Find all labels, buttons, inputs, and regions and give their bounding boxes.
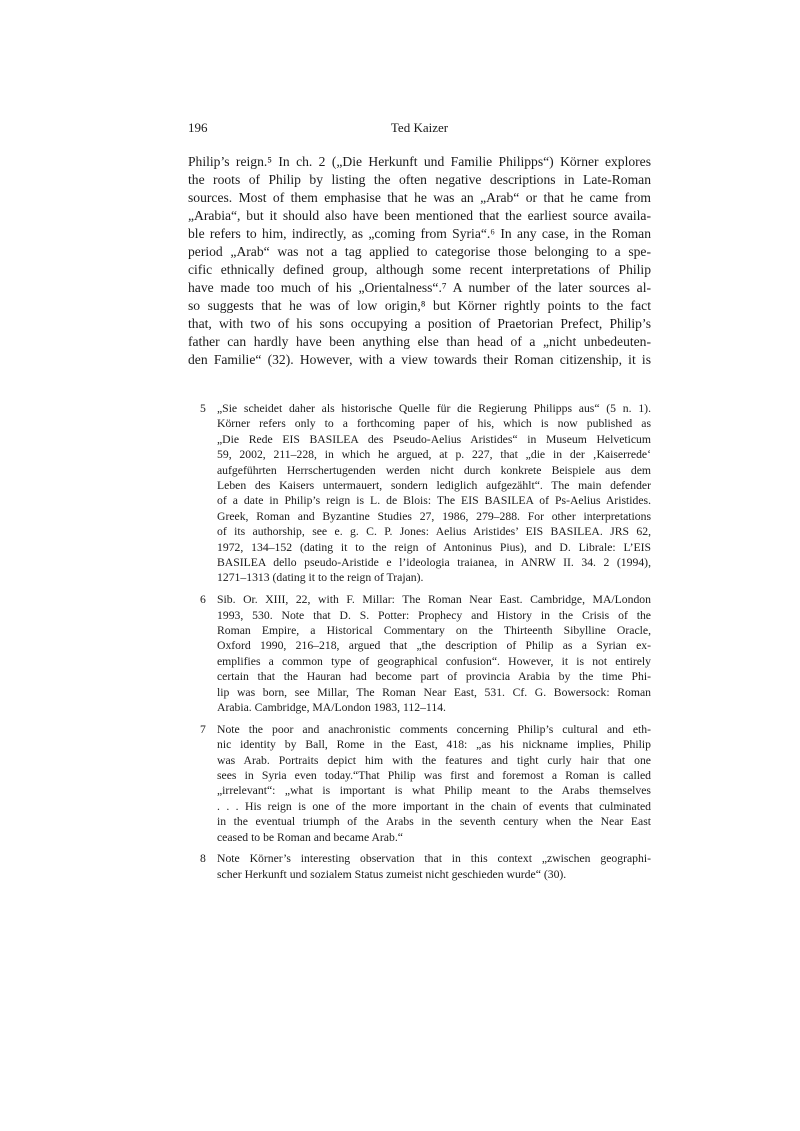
footnote-line: was Arab. Portraits depict him with the features and tight curly hair that one [217,753,651,767]
footnote-line: aufgeführten Herrschertugenden werden nicht durch konkrete Beispiele aus dem [217,463,651,477]
footnote-number: 8 [200,852,206,866]
footnote-line: ceased to be Roman and became Arab.“ [217,830,403,844]
footnote-line: of a date in Philip’s reign is L. de Blois: The EIS BASILEA of Ps-Aelius Aristides. [217,494,651,508]
footnote-number: 5 [200,402,206,415]
body-line: father can hardly have been anything else than head of a „nicht unbedeuten- [188,334,651,349]
body-line: so suggests that he was of low origin,⁸ but Körner rightly points to the fact [188,298,651,313]
footnote-number: 7 [200,722,206,736]
footnote-5 [200,401,651,586]
footnote-6 [200,592,651,715]
body-line: that, with two of his sons occupying a position of Praetorian Prefect, Philip’s [188,316,651,331]
footnote-line: emplifies a common type of geographical confusion“. However, it is not entirely [217,654,651,668]
footnote-line: BASILEA dello pseudo-Aristide e l’ideologia traianea, in ANRW II. 34. 2 (1994), [217,555,651,569]
footnote-number: 6 [200,593,206,607]
footnote-line: 59, 2002, 211–228, in which he argued, at p. 227, that „die in der ‚Kaiserrede‘ [217,448,651,462]
running-head: Ted Kaizer [390,120,449,135]
body-text [188,153,651,369]
footnote-line: Arabia. Cambridge, MA/London 1983, 112–114. [217,700,446,714]
footnote-7 [200,722,651,845]
footnote-line: Roman Empire, a Historical Commentary on the Thirteenth Sibylline Oracle, [217,623,651,637]
footnote-line: Körner refers only to a forthcoming paper of his, which is now published as [217,417,651,431]
body-line: cific ethnically defined group, although some recent interpretations of Philip [188,262,651,277]
footnote-line: sees in Syria even today.“That Philip was first and foremost a Roman is called [217,768,651,782]
body-line: Philip’s reign.⁵ In ch. 2 („Die Herkunft und Familie Philipps“) Körner explores [188,154,651,169]
body-line: „Arabia“, but it should also have been mentioned that the earliest source availa- [188,208,651,223]
footnote-line: „Sie scheidet daher als historische Quelle für die Regierung Philipps aus“ (5 n. 1). [217,402,651,415]
footnote-line: Sib. Or. XIII, 22, with F. Millar: The Roman Near East. Cambridge, MA/London [217,593,651,607]
footnote-line: „Die Rede EIS BASILEA des Pseudo-Aelius Aristides“ in Museum Helveticum [217,432,651,446]
body-line: sources. Most of them emphasise that he was an „Arab“ or that he came from [188,190,651,205]
footnote-line: Leben des Kaisers untermauert, sondern lediglich aufgezählt“. The main defender [217,478,651,492]
body-line: have made too much of his „Orientalness“.⁷ A number of the later sources al- [188,280,651,295]
footnote-line: lip was born, see Millar, The Roman Near East, 531. Cf. G. Bowersock: Roman [217,685,651,699]
footnote-line: scher Herkunft und sozialem Status zumeist nicht geschieden wurde“ (30). [217,867,567,881]
footnote-line: certain that the Hauran had become part of provincia Arabia by the time Phi- [217,670,651,684]
footnote-line: . . . His reign is one of the more important in the chain of events that culminated [217,799,651,813]
footnote-line: Greek, Roman and Byzantine Studies 27, 1986, 279–288. For other interpretations [217,509,651,523]
page-number: 196 [188,120,208,135]
footnote-line: 1993, 530. Note that D. S. Potter: Prophecy and History in the Crisis of the [217,608,651,622]
footnote-line: Oxford 1990, 216–218, argued that „the description of Philip as a Syrian ex- [217,639,651,653]
footnote-line: in the eventual triumph of the Arabs in the seventh century when the Near East [217,815,651,829]
body-line: period „Arab“ was not a tag applied to categorise those belonging to a spe- [188,244,651,259]
footnote-line: nic identity by Ball, Rome in the East, 418: „as his nickname implies, Philip [217,738,651,752]
body-line: den Familie“ (32). However, with a view towards their Roman citizenship, it is [188,352,651,367]
footnote-line: Note Körner’s interesting observation that in this context „zwischen geographi- [217,852,651,866]
body-line: the roots of Philip by listing the often negative descriptions in Late-Roman [188,172,651,187]
footnote-line: 1972, 134–152 (dating it to the reign of Antoninus Pius), and D. Librale: L’EIS [217,540,651,554]
footnote-8 [200,851,651,882]
footnote-line: Note the poor and anachronistic comments concerning Philip’s cultural and eth- [217,722,651,736]
body-line: ble refers to him, indirectly, as „coming from Syria“.⁶ In any case, in the Roman [188,226,651,241]
footnotes [200,401,651,889]
page-header [188,120,651,138]
footnote-line: „irrelevant“: „what is important is what Philip meant to the Arabs themselves [217,784,651,798]
footnote-line: 1271–1313 (dating it to the reign of Trajan). [217,571,424,585]
footnote-line: of its authorship, see e. g. C. P. Jones: Aelius Aristides’ EIS BASILEA. JRS 62, [217,525,651,539]
